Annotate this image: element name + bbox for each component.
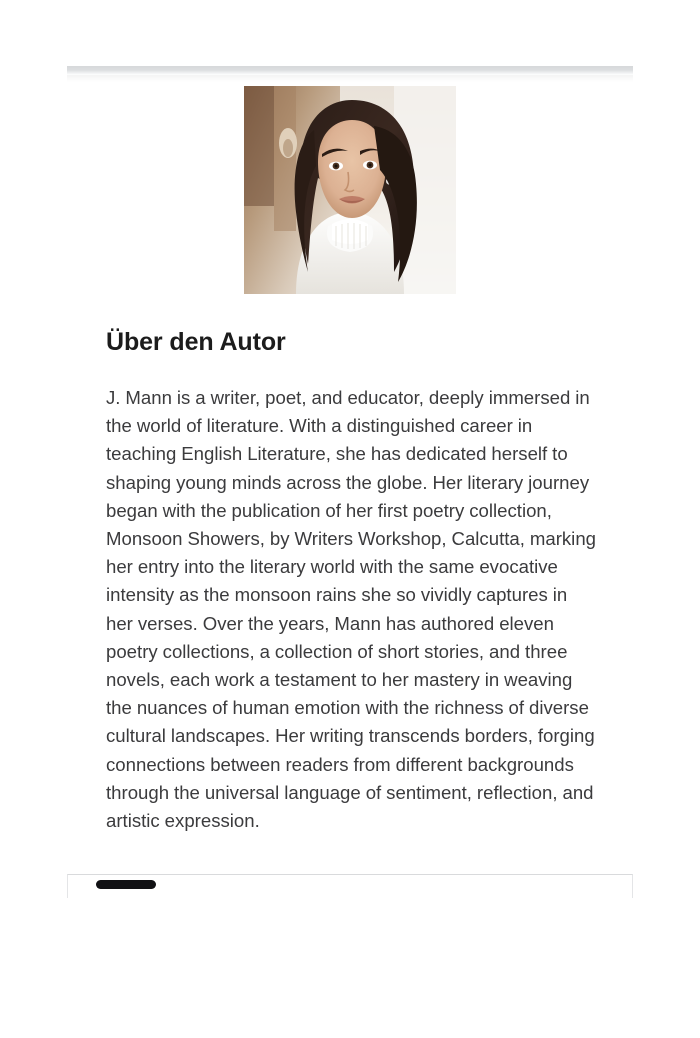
reader-top-chrome bbox=[67, 66, 633, 75]
author-portrait-photo bbox=[244, 86, 456, 294]
reader-bottom-chrome bbox=[67, 874, 633, 898]
about-author-content bbox=[67, 75, 633, 832]
about-author-text: J. Mann is a writer, poet, and educator, deeply immersed in the world of literature. With a distinguished career in teaching English Literature, she has dedicated herself to shaping young minds across the globe. Her literary journey began with the publication of her first poetry collection, Monsoon Showers, by Writers Workshop, Calcutta, marking her entry into the literary world with the same evocative intensity as the monsoon rains she so vividly captures in her verses. Over the years, Mann has authored eleven poetry collections, a collection of short stories, and three novels, each work a testament to her mastery in weaving the nuances of human emotion with the richness of diverse cultural landscapes. Her writing transcends borders, forging connections between readers from different backgrounds through the universal language of sentiment, reflection, and artistic expression. bbox=[106, 387, 596, 832]
reading-progress-track[interactable] bbox=[68, 875, 634, 885]
reading-progress-indicator[interactable] bbox=[96, 880, 156, 889]
ebook-reader-page bbox=[67, 66, 633, 898]
page-title: Über den Autor bbox=[106, 328, 286, 356]
author-photo-container bbox=[67, 86, 633, 294]
